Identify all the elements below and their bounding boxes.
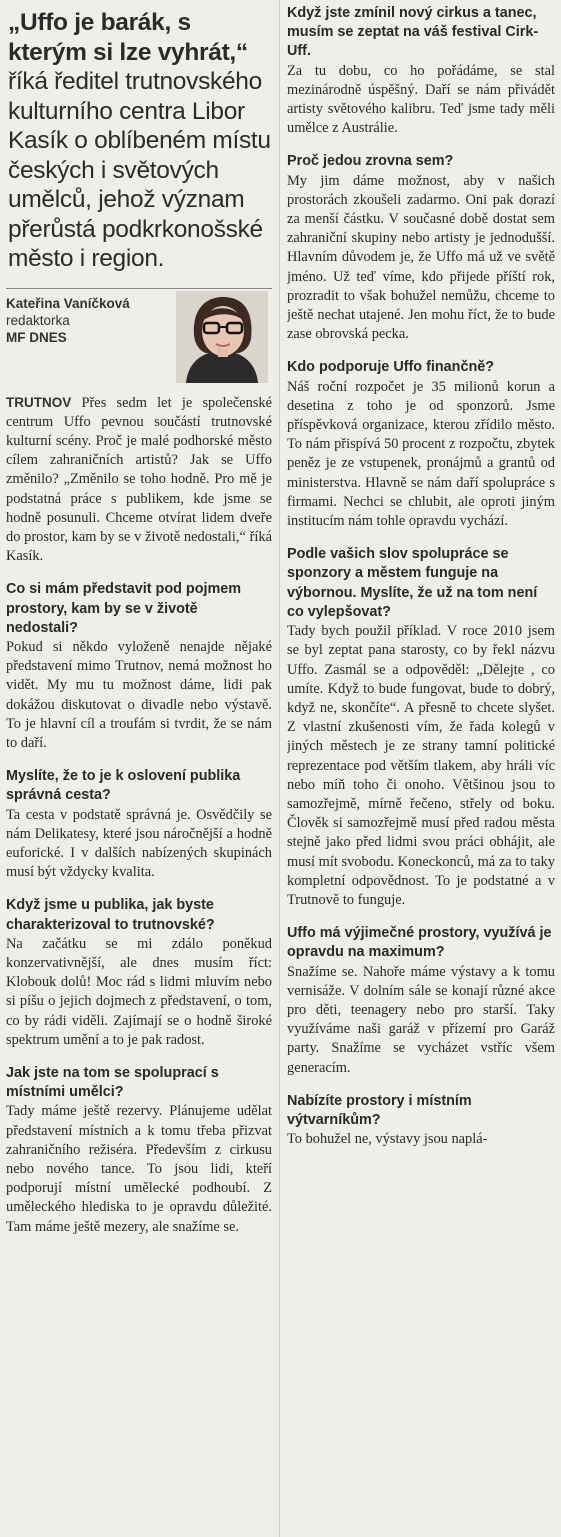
answer: Náš roční rozpočet je 35 milionů korun a desetina z toho je od sponzorů. Jsme příspěvková organizace, kterou zřídilo město. To nám přispívá 50 procent z rozpočtu, zbytek peněz je ze vstupenek, pronájmů a grantů od ministerstva. Hlavně se nám daří spolupráce s firmami. Nechci se chlubit, ale oproti jiným institucím nám tohle opravdu vychází. — [287, 378, 555, 530]
author-box — [6, 288, 272, 385]
headline-quote: „Uffo je barák, s kterým si lze vyhrát,“ — [8, 9, 248, 66]
question: Co si mám představit pod pojmem prostory, kam by se v životě nedostali? — [6, 581, 242, 636]
column-divider — [279, 0, 280, 1537]
qa-block — [287, 358, 555, 531]
question: Kdo podporuje Uffo finančně? — [287, 359, 495, 376]
left-column — [6, 0, 272, 1537]
lead-paragraph — [6, 393, 272, 567]
answer: Snažíme se. Nahoře máme výstavy a k tomu vernisáže. V dolním sále se konají různé akce pro děti, teenagery nebo pro starší. Taky využíváme naši garáž v přízemí pro Garáž party. Snažíme se vycházet vstříc všem generacím. — [287, 963, 555, 1076]
qa-block — [287, 4, 555, 138]
answer: My jim dáme možnost, aby v našich prostorách zkoušeli zadarmo. Oni pak dorazí za menší částku. V současné době dostat sem zahraniční skupiny nebo artisty je jednodušší. Hlavním důvodem je, že Uffo má už ve světě jméno. Už teď víme, kdo přijede příští rok, prozradit to však bohužel nemůžu, chceme to ještě nechat utajené. Jen mohu říct, že to bude zase obrovská pecka. — [287, 172, 555, 343]
qa-block — [6, 1064, 272, 1237]
answer: Ta cesta v podstatě správná je. Osvědčily se nám Delikatesy, které jsou náročnější a hodně euforické. I v dalších nabízených skupinách musí být vždycky kvalita. — [6, 806, 272, 881]
author-outlet: MF DNES — [6, 329, 67, 345]
question: Nabízíte prostory i místním výtvarníkům? — [287, 1092, 472, 1128]
author-role: redaktorka — [6, 312, 70, 328]
headline — [8, 8, 272, 274]
question: Podle vašich slov spolupráce se sponzory a městem funguje na výbornou. Myslíte, že už na tom není co vylepšovat? — [287, 546, 538, 620]
right-column — [287, 0, 555, 1537]
answer: Tady máme ještě rezervy. Plánujeme udělat představení místních a k tomu třeba přizvat zahraničního režiséra. Především z cirkusu nebo nového tance. To jsou lidi, kteří podporují místní umělecké podhoubí. Z uměleckého hlediska to je opravdu důležité. Tam máme ještě mezery, ale snažíme se. — [6, 1103, 272, 1235]
author-byline — [6, 295, 130, 346]
author-photo — [176, 291, 268, 383]
qa-block — [6, 767, 272, 882]
qa-block — [287, 152, 555, 344]
headline-subtitle: říká ředitel trutnovského kulturního centra Libor Kasík o oblíbeném místu českých i světových umělců, jehož význam přerůstá podkrkonošské město i region. — [8, 68, 271, 272]
question: Když jste zmínil nový cirkus a tanec, musím se zeptat na váš festival Cirk-Uff. — [287, 5, 539, 60]
answer: Za tu dobu, co ho pořádáme, se stal mezinárodně úspěšný. Daří se nám přivádět artisty světového kalibru. Teď jsme tady měli umělce z Austrálie. — [287, 62, 555, 137]
answer: Na začátku se mi zdálo poněkud konzervativnější, ale dnes musím říct: Klobouk dolů! Moc rád s lidmi mluvím nebo si píšu o jejich dojmech z představení, o tom, co by rádi viděli. Zajímají se o hodně široké spektrum umění a to je pak radost. — [6, 935, 272, 1048]
answer: To bohužel ne, výstavy jsou naplá- — [287, 1131, 488, 1148]
qa-block — [287, 545, 555, 910]
author-name: Kateřina Vaníčková — [6, 295, 130, 311]
qa-block — [6, 896, 272, 1050]
answer: Tady bych použil příklad. V roce 2010 jsem se byl zeptat pana starosty, co by řekl názvu Uffo. Zasmál se a odpověděl: „Dělejte , co umíte. Když to bude fungovat, bude to dobrý, když ne, skončíte“. A přesně to chcete slyšet. Z vlastní zkušenosti vím, že řada kolegů v jiných městech je ze strany tamní politické reprezentace pod větším tlakem, aby hráli víc nebo míň toho či onoho. Většinou jsou to samozřejmě, mírně řečeno, střely od boku. Člověk si samozřejmě musí před radou města stejně jako před lidmi svou práci obhájit, ale musí mít svobodu. Koneckonců, má za to taky kompletní odpovědnost. To je podstatné a v Trutnově to funguje. — [287, 623, 555, 908]
qa-block — [6, 580, 272, 753]
question: Proč jedou zrovna sem? — [287, 153, 454, 170]
lead-text: Přes sedm let je společenské centrum Uffo pevnou součástí trutnovské kulturní scény. Proč je malé podhorské město cílem zahraničních artistů? Jak se Uffo změnilo? „Změnilo se toho hodně. Pro mě je podstatná práce s publikem, kde jsme se hodně posunuli. Chceme otvírat lidem dveře do prostor, kam by se v životě nedostali,“ říká Kasík. — [6, 394, 272, 565]
question: Jak jste na tom se spoluprací s místními umělci? — [6, 1065, 219, 1101]
answer: Pokud si někdo vyloženě nenajde nějaké představení mimo Trutnov, nemá možnost ho vidět. My mu tu možnost dáme, lidi pak dokážou diskutovat o divadle nebo výstavě. To je hlavní cíl a troufám si tvrdit, že se nám to daří. — [6, 638, 272, 751]
portrait-image — [176, 291, 268, 383]
question: Uffo má výjimečné prostory, využívá je opravdu na maximum? — [287, 925, 552, 961]
qa-block — [287, 1092, 555, 1150]
question: Myslíte, že to je k oslovení publika správná cesta? — [6, 768, 241, 804]
dateline: TRUTNOV — [6, 394, 72, 410]
question: Když jsme u publika, jak byste charakterizoval to trutnovské? — [6, 897, 215, 933]
qa-block — [287, 924, 555, 1078]
